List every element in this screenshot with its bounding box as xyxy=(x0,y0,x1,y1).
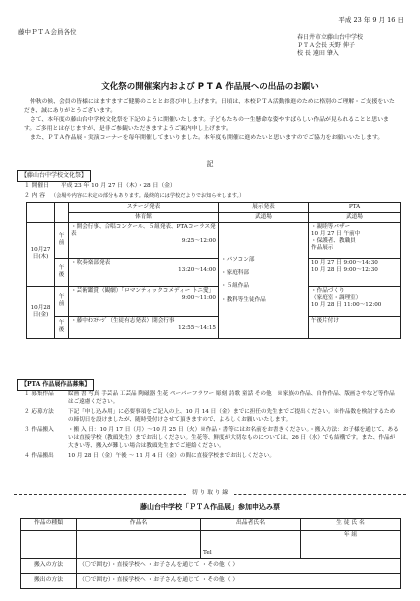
day2-pm: 午後 xyxy=(55,316,69,338)
pta-item-2 xyxy=(24,408,400,425)
cut-line-label-wrap xyxy=(0,489,420,497)
pta-item-2-text: 下記「申し込み用」に必要事項をご記入の上、10 月 14 日（金）までに担任の先生までご提出ください。※作品数を検討するための締切日を設けましたが、随時受付けさせて頂きますので、よろしくお願いいたします。 xyxy=(68,408,396,424)
col-stage: ステージ発表 xyxy=(69,203,219,213)
form-col-exhibitor: 出品者氏名 xyxy=(201,519,301,531)
day1-pm: 午後 xyxy=(55,258,69,286)
exhibit-item: ・パソコン部 xyxy=(221,256,255,263)
col-pta: PTA xyxy=(309,203,401,213)
festival-content-row xyxy=(24,193,244,200)
pta-bazaar: ・親睦等バザー xyxy=(311,223,351,230)
sender-block xyxy=(297,34,363,58)
pta-item-1-text: 絵画 書 写真 手芸品 工芸品 陶磁器 生花 ペーパーフラワー 彫刻 詩歌 童話 その他 ※家族の作品、自作作品、版画さやなど等作品はご遠慮ください。 xyxy=(68,391,395,406)
content-note: （会場や内容に未定の部分もあります。最終的には学校だよりでお知らせします。） xyxy=(50,193,245,199)
form-student-field[interactable] xyxy=(301,531,401,559)
stage-day2-pm-time: 12:55～14:15 xyxy=(178,324,216,331)
cut-line-label: 切 り 取 り 線 xyxy=(186,490,234,496)
body-text xyxy=(24,98,396,143)
stage-day2-am xyxy=(69,286,219,316)
pta-item-3-text: ・搬 入 日：10 月 17 日（月）～10 月 25 日（火）※作品・書等にはお名前をお書きください。・搬入方法：お子様を通じて、あるいは直接学校（教頭先生）までお出しください。生花等、鮮度が大切なものについては、26 日（水）でも結構です。また、作品が大きい等、搬入が難しい場合は教頭先生までご連絡ください。 xyxy=(68,426,399,450)
stage-day2-am-text: ・芸術鑑賞（観劇）「ロマンティックコメディー トニ愛」 xyxy=(71,287,215,294)
exhibit-item: ・家庭科部 xyxy=(221,270,249,277)
form-in-options[interactable]: （〇で囲む）・直接学校へ ・お子さんを通じて ・その他（ ） xyxy=(77,559,401,574)
paragraph-1: 仲秋の候、会員の皆様にはますますご健勝のこととお喜び申し上げます。日頃は、本校ＰＴＡ活動推進のために格別のご理解・ご支援をいただき、誠にありがとうございます。 xyxy=(24,99,395,114)
sender-principal: 校 長 遠田 肇入 xyxy=(297,50,339,58)
pta-heading: 【PTA 作品展作品募集】 xyxy=(17,379,94,391)
pta-item-2-label: ２ 応募方法 xyxy=(24,408,54,415)
form-col-name: 作品名 xyxy=(77,519,201,531)
addressee: 藤中ＰＴＡ会員各位 xyxy=(18,28,77,36)
pta-time-1: 10 月 27 日 9:00～14:30 xyxy=(311,259,378,266)
pta-day2-am xyxy=(309,286,401,316)
exhibit-item: ・５組作品 xyxy=(221,283,249,290)
date-label: １ 開催日 xyxy=(24,183,50,189)
form-row-out: 搬出の方法 xyxy=(21,574,77,589)
application-form xyxy=(20,518,400,589)
stage-day1-pm xyxy=(69,258,219,286)
pta-item-1 xyxy=(24,390,400,407)
festival-heading: 【藤山台中学校文化祭】 xyxy=(17,170,91,182)
subcol-gym: 体育館 xyxy=(69,212,219,222)
form-col-type: 作品の種類 xyxy=(21,519,77,531)
stage-day2-am-time: 9:00～11:00 xyxy=(181,294,216,301)
date-value: 平成 23 年 10 月 27 日（木）・28 日（金） xyxy=(60,183,176,189)
subcol-budojo-2: 武道場 xyxy=(309,212,401,222)
pta-exhibit-label: 作品展示 xyxy=(311,244,334,251)
festival-date-row xyxy=(24,183,176,190)
issue-date: 平成 23 年 9 月 16 日 xyxy=(338,16,404,24)
pta-day2-pm: 午後片付け xyxy=(309,316,401,338)
stage-day1-am xyxy=(69,222,219,258)
ki-mark: 記 xyxy=(206,160,214,168)
page-title: 文化祭の開催案内および P T A 作品展への出品のお願い xyxy=(101,82,319,92)
exhibit-list xyxy=(219,222,309,338)
form-tel-label: Tel xyxy=(203,549,212,556)
form-exhibitor-field[interactable] xyxy=(201,531,301,559)
content-label: ２ 内 容 xyxy=(24,193,46,199)
day1-am: 午前 xyxy=(55,222,69,258)
pta-item-4-text: 10 月 28 日（金）午後 ～ 11 月 4 日（金）の間に直接学校までお出しください。 xyxy=(68,452,275,459)
pta-day1-am xyxy=(309,222,401,258)
paragraph-3: また、ＰＴＡ作品展・実演コーナーを毎年開催してまいりました。本年度も開催に進めたいと思いますのでご協力をお願いいたします。 xyxy=(30,134,384,141)
stage-day1-am-time: 9:25～12:00 xyxy=(181,237,216,244)
form-col-student: 生 徒 氏 名 xyxy=(301,519,401,531)
day2-label: 10月28日(金) xyxy=(27,286,55,338)
form-out-options[interactable]: （〇で囲む）・直接学校へ ・お子さんを通じて ・その他（ ） xyxy=(77,574,401,589)
stage-day1-am-text: ・開会行事、合唱コンクール、５組発表、PTAコーラス発表 xyxy=(71,223,216,237)
pta-item-3-label: ３ 作品搬入 xyxy=(24,426,54,433)
day2-am: 午前 xyxy=(55,286,69,316)
stage-day2-pm xyxy=(69,316,219,338)
day1-label: 10月27日(木) xyxy=(27,222,55,286)
col-exhibit: 展示発表 xyxy=(219,203,309,213)
stage-day1-pm-text: ・吹奏楽部発表 xyxy=(71,259,111,266)
sender-school: 春日井市立藤山台中学校 xyxy=(297,34,364,41)
pta-items xyxy=(24,390,400,460)
stage-day1-pm-time: 13:20～14:00 xyxy=(178,266,216,273)
festival-schedule-table xyxy=(26,202,400,339)
pta-making-time: 10 月 28 日 11:00～12:00 xyxy=(311,301,382,308)
exhibit-item: ・教科等生徒作品 xyxy=(221,296,266,303)
pta-item-1-label: １ 募集作品 xyxy=(24,391,54,397)
sender-pta-chair: ＰＴＡ会長 天野 伸子 xyxy=(297,42,355,50)
pta-making: ・作品づくり xyxy=(311,287,345,294)
stage-day2-pm-text: ・藤中ｵﾝｽﾃｰｼﾞ（生徒有志発表）閉会行事 xyxy=(71,317,175,324)
pta-bazaar-time: 10 月 27 日 午前中 xyxy=(311,230,361,237)
paragraph-2: さて、本年度の藤山台中学校文化祭を下記のように開催いたします。子どもたちの一生懸命な姿やすばらしい作品が見られることと思います。ご多用とは存じますが、是非ご参観いただきますようご案内申し上げます。 xyxy=(24,116,389,132)
pta-item-3 xyxy=(24,426,400,451)
form-row-in: 搬入の方法 xyxy=(21,559,77,574)
pta-making-place: （家庭室・調理室） xyxy=(311,294,362,301)
pta-exhibit: ・保護者、教職員 xyxy=(311,237,356,244)
pta-item-4 xyxy=(24,452,400,460)
pta-time-2: 10 月 28 日 9:00～12:30 xyxy=(311,266,378,273)
form-name-field[interactable] xyxy=(77,531,201,559)
form-heading: 藤山台中学校「ＰＴＡ作品展」参加申込み票 xyxy=(140,503,280,511)
pta-day1-pm xyxy=(309,258,401,286)
form-grade-label: 年 組 xyxy=(343,532,358,538)
subcol-budojo-1: 武道場 xyxy=(219,212,309,222)
pta-item-4-label: ４ 作品搬出 xyxy=(24,452,54,459)
form-type-field[interactable] xyxy=(21,531,77,559)
